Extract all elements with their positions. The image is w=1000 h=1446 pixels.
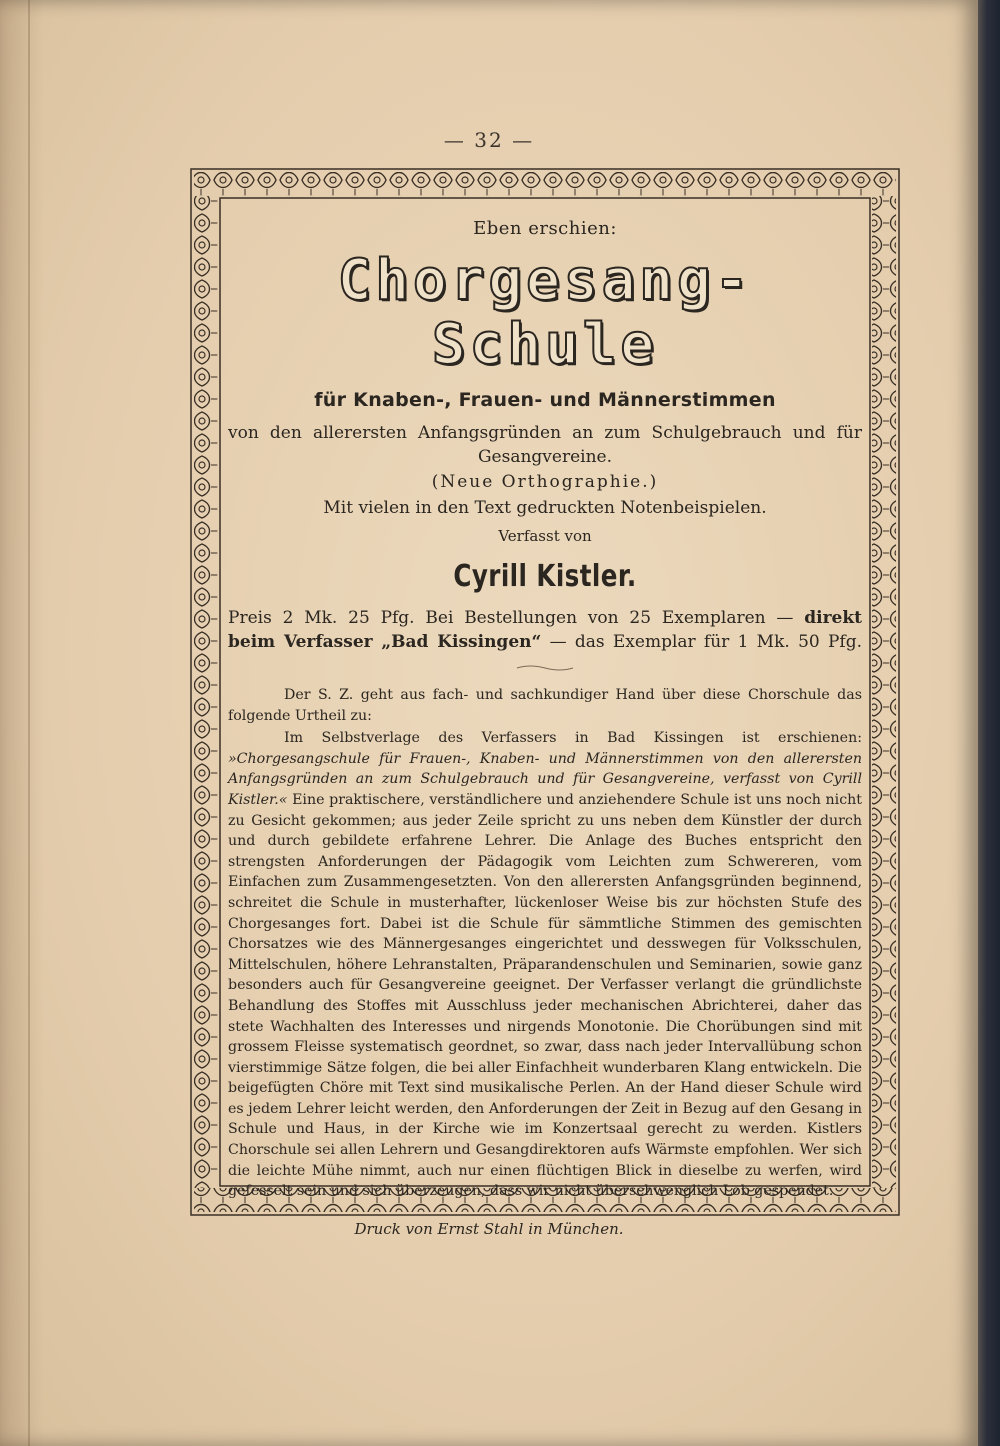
author-name: Cyrill Kistler. — [453, 559, 637, 594]
description-line-2: Gesangvereine. — [477, 447, 613, 467]
price-copy: — das Exemplar für 1 Mk. 50 Pfg. — [549, 632, 863, 652]
price-publisher: beim Verfasser „Bad Kissingen“ — [228, 632, 542, 652]
price-line-1 — [228, 606, 862, 630]
book-title: Chorgesang-Schule — [337, 248, 753, 377]
price-line-2 — [228, 630, 862, 654]
divider-ornament — [228, 664, 862, 675]
price-info — [228, 606, 862, 654]
orthography-note: (Neue Orthographie.) — [431, 472, 659, 492]
review-body: Eine praktischere, verständlichere und anziehendere Schule ist uns noch nicht zu Gesicht gekommen; aus jeder Zeile spricht zu uns neben dem Künstler der durch und durch gebildete erfahrene Lehrer. Die Anlage des Buches entspricht den strengsten Anforderungen der Pädagogik vom Leichten zum Schwereren, vom Einfachen zum Zusammengesetzten. Von den allerersten Anfangsgründen beginnend, schreitet die Schule in musterhafter, lückenloser Weise bis zur höchsten Stufe des Chorgesanges fort. Dabei ist die Schule für sämmtliche Stimmen des gemischten Chorsatzes wie des Männergesanges eingerichtet und desswegen für Volksschulen, Mittelschulen, höhere Lehranstalten, Präparandenschulen und Seminarien, sowie ganz besonders auch für Gesangvereine geeignet. Der Verfasser verlangt die gründlichste Behandlung des Stoffes mit Ausschluss jeder mechanischen Abrichterei, daher das stete Wachhalten des Interesses und nirgends Monotonie. Die Chorübungen sind mit grossem Fleisse systematisch geordnet, so zwar, dass nach jeder Intervallübung schon vierstimmige Sätze folgen, die bei aller Einfachheit wunderbaren Klang entwickeln. Die beigefügten Chöre mit Text sind musikalische Perlen. An der Hand dieser Schule wird es jedem Lehrer leicht werden, den Anforderungen der Zeit in Bezug auf den Gesang in Schule und Haus, in der Kirche wie im Konzertsaal gerecht zu werden. Kistlers Chorschule sei allen Lehrern und Gesangdirektoren aufs Wärmste empfohlen. Wer sich die leichte Mühe nimmt, auch nur einen flüchtigen Blick in dieselbe zu werfen, wird gefesselt sein und sich überzeugen, dass wir nicht überschwenglich Lob gespendet. — [228, 791, 862, 1200]
description-line-1: von den allerersten Anfangsgründen an zum Schulgebrauch und für — [228, 423, 862, 443]
page-number: — 32 — — [443, 128, 535, 152]
price-text: Preis 2 Mk. 25 Pfg. Bei Bestellungen von 25 Exemplaren — — [228, 608, 794, 628]
review-intro: Im Selbstverlage des Verfassers in Bad Kissingen ist erschienen: — [284, 730, 862, 747]
review-paragraph-2 — [228, 728, 862, 1202]
advertisement-content — [228, 204, 862, 1202]
price-direct: direkt — [804, 608, 862, 628]
review-book-citation: »Chorgesangschule für Frauen-, Knaben- und Männerstimmen von den allerersten Anfangsgründen an zum Schulgebrauch und für Gesangvereine, verfasst von Cyrill Kistler.« — [228, 750, 862, 808]
review-text — [228, 685, 862, 1202]
intro-text: Eben erschien: — [473, 218, 617, 239]
divider-icon — [515, 664, 575, 672]
book-spine — [978, 0, 1000, 1446]
examples-note: Mit vielen in den Text gedruckten Notenbeispielen. — [323, 498, 767, 518]
advertisement-frame — [190, 168, 900, 1216]
review-paragraph-1: Der S. Z. geht aus fach- und sachkundiger Hand über diese Chorschule das folgende Urtheil zu: — [228, 687, 862, 724]
printer-imprint: Druck von Ernst Stahl in München. — [354, 1220, 624, 1238]
author-label: Verfasst von — [498, 527, 592, 545]
book-description — [228, 421, 862, 469]
book-subtitle: für Knaben-, Frauen- und Männerstimmen — [314, 389, 776, 411]
